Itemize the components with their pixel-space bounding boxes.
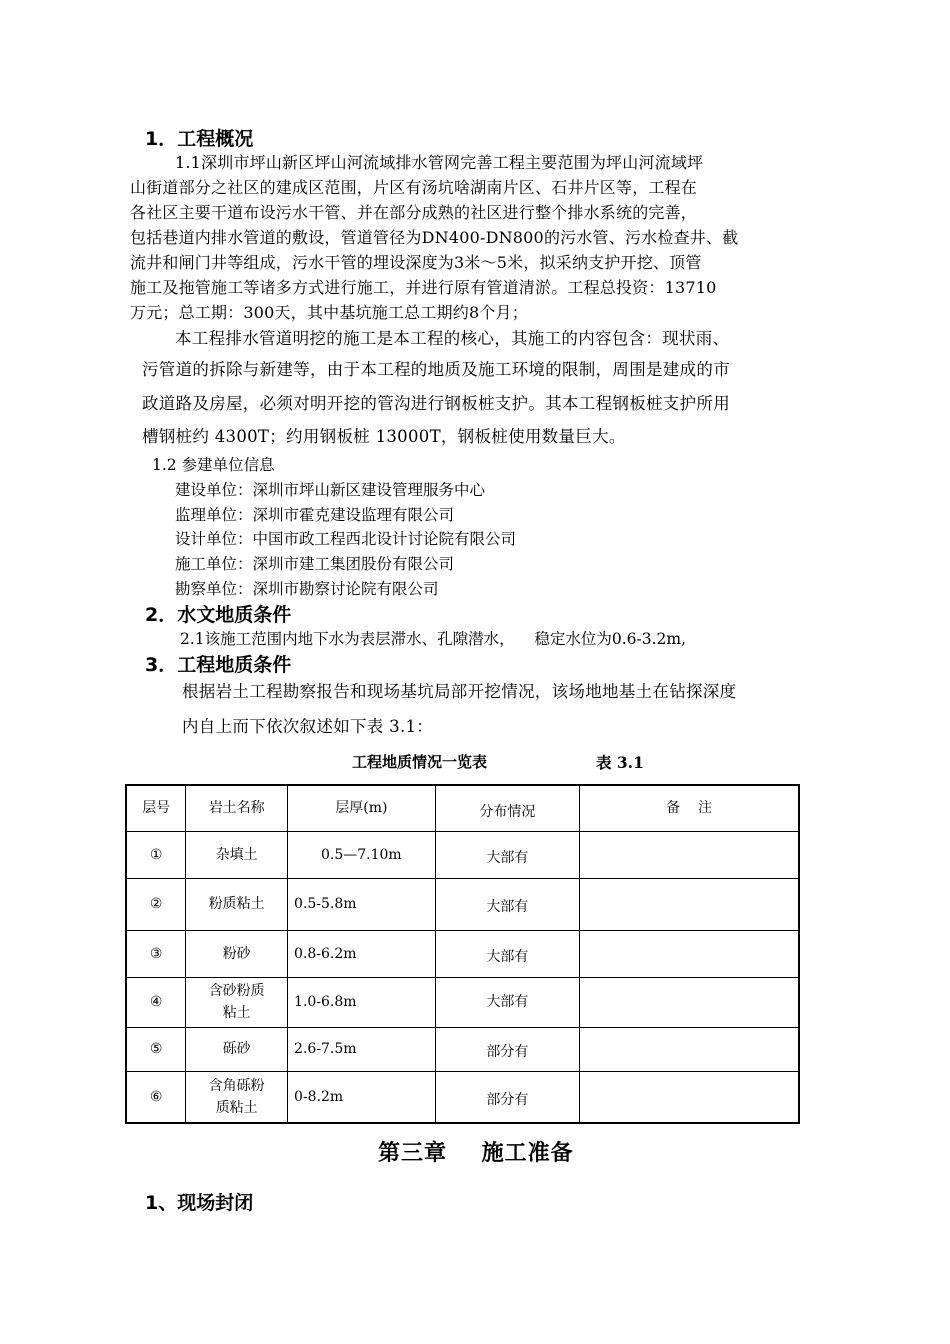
- cell-thickness: 0-8.2m: [288, 1071, 436, 1123]
- cell-soil-name: 砾砂: [186, 1027, 288, 1071]
- header-distribution: 分布情况: [435, 785, 580, 831]
- header-soil-name: 岩土名称: [186, 785, 288, 831]
- cell-layer-no: ⑤: [126, 1027, 186, 1071]
- cell-soil-name: 粉质粘土: [186, 878, 288, 930]
- para-line: 流井和闸门井等组成，污水干管的埋设深度为3米～5米，拟采纳支护开挖、顶管: [130, 253, 702, 272]
- cell-soil-name: 含角砾粉 质粘土: [186, 1071, 288, 1123]
- section-3-line: 内自上而下依次叙述如下表 3.1：: [182, 717, 434, 736]
- table-number: 表 3.1: [596, 753, 644, 772]
- section-1-heading: 1．工程概况: [145, 128, 254, 150]
- table-row: [126, 831, 799, 878]
- cell-distribution: 部分有: [435, 1071, 580, 1123]
- unit-line: 监理单位：深圳市霍克建设监理有限公司: [175, 506, 455, 524]
- para2-line: 本工程排水管道明挖的施工是本工程的核心，其施工的内容包含：现状雨、: [175, 329, 730, 348]
- cell-remarks: [580, 1027, 799, 1071]
- table-row: [126, 930, 799, 977]
- header-remarks: 备 注: [580, 785, 799, 831]
- section-2-heading: 2．水文地质条件: [145, 604, 292, 626]
- table-row: [126, 1027, 799, 1071]
- table-row: [126, 1071, 799, 1123]
- section-3-heading: 3．工程地质条件: [145, 654, 292, 676]
- cell-soil-name: 含砂粉质 粘土: [186, 977, 288, 1027]
- table-row: [126, 977, 799, 1027]
- chapter-title: 第三章 施工准备: [378, 1141, 574, 1166]
- para2-line: 政道路及房屋，必须对明开挖的管沟进行钢板桩支护。其本工程钢板桩支护所用: [142, 394, 730, 413]
- geology-table: [125, 784, 800, 1124]
- table-row: [126, 878, 799, 930]
- cell-remarks: [580, 878, 799, 930]
- cell-thickness: 2.6-7.5m: [288, 1027, 436, 1071]
- chapter-subheading: 1、现场封闭: [145, 1192, 254, 1214]
- cell-soil-name: 粉砂: [186, 930, 288, 977]
- cell-layer-no: ②: [126, 878, 186, 930]
- para-line: 包括巷道内排水管道的敷设，管道管径为DN400-DN800的污水管、污水检查井、截: [130, 228, 739, 247]
- unit-line: 勘察单位：深圳市勘察讨论院有限公司: [175, 580, 439, 598]
- cell-distribution: 大部有: [435, 831, 580, 878]
- para-line: 万元；总工期：300天，其中基坑施工总工期约8个月；: [130, 303, 528, 322]
- header-thickness: 层厚(m): [288, 785, 436, 831]
- para2-line: 污管道的拆除与新建等，由于本工程的地质及施工环境的限制，周围是建成的市: [142, 360, 730, 379]
- para-line: 1.1深圳市坪山新区坪山河流域排水管网完善工程主要范围为坪山河流域坪: [175, 153, 704, 172]
- cell-remarks: [580, 1071, 799, 1123]
- cell-layer-no: ①: [126, 831, 186, 878]
- table-header-row: [126, 785, 799, 831]
- para2-line: 槽钢桩约 4300T；约用钢板桩 13000T，钢板桩使用数量巨大。: [142, 427, 626, 446]
- cell-thickness: 0.5—7.10m: [288, 831, 436, 878]
- cell-distribution: 大部有: [435, 977, 580, 1027]
- cell-remarks: [580, 977, 799, 1027]
- cell-layer-no: ④: [126, 977, 186, 1027]
- para-line: 山街道部分之社区的建成区范围，片区有汤坑啥湖南片区、石井片区等，工程在: [130, 178, 698, 197]
- cell-soil-name: 杂填土: [186, 831, 288, 878]
- sub-heading-1-2: 1.2 参建单位信息: [152, 456, 275, 474]
- cell-distribution: 大部有: [435, 930, 580, 977]
- cell-layer-no: ⑥: [126, 1071, 186, 1123]
- cell-distribution: 大部有: [435, 878, 580, 930]
- cell-thickness: 0.8-6.2m: [288, 930, 436, 977]
- cell-remarks: [580, 930, 799, 977]
- unit-line: 建设单位：深圳市坪山新区建设管理服务中心: [175, 481, 486, 499]
- para-line: 各社区主要干道布设污水干管、并在部分成熟的社区进行整个排水系统的完善，: [130, 203, 698, 222]
- section-2-line: 2.1该施工范围内地下水为表层滞水、孔隙潜水， 稳定水位为0.6-3.2m,: [180, 630, 687, 648]
- unit-line: 施工单位：深圳市建工集团股份有限公司: [175, 555, 455, 573]
- cell-thickness: 1.0-6.8m: [288, 977, 436, 1027]
- section-3-line: 根据岩土工程勘察报告和现场基坑局部开挖情况，该场地地基土在钻探深度: [182, 682, 737, 701]
- cell-thickness: 0.5-5.8m: [288, 878, 436, 930]
- unit-line: 设计单位：中国市政工程西北设计讨论院有限公司: [175, 530, 517, 548]
- cell-layer-no: ③: [126, 930, 186, 977]
- cell-remarks: [580, 831, 799, 878]
- para-line: 施工及拖管施工等诸多方式进行施工，并进行原有管道清淤。工程总投资：13710: [130, 278, 717, 297]
- cell-distribution: 部分有: [435, 1027, 580, 1071]
- table-caption: 工程地质情况一览表: [352, 753, 488, 771]
- header-layer-no: 层号: [126, 785, 186, 831]
